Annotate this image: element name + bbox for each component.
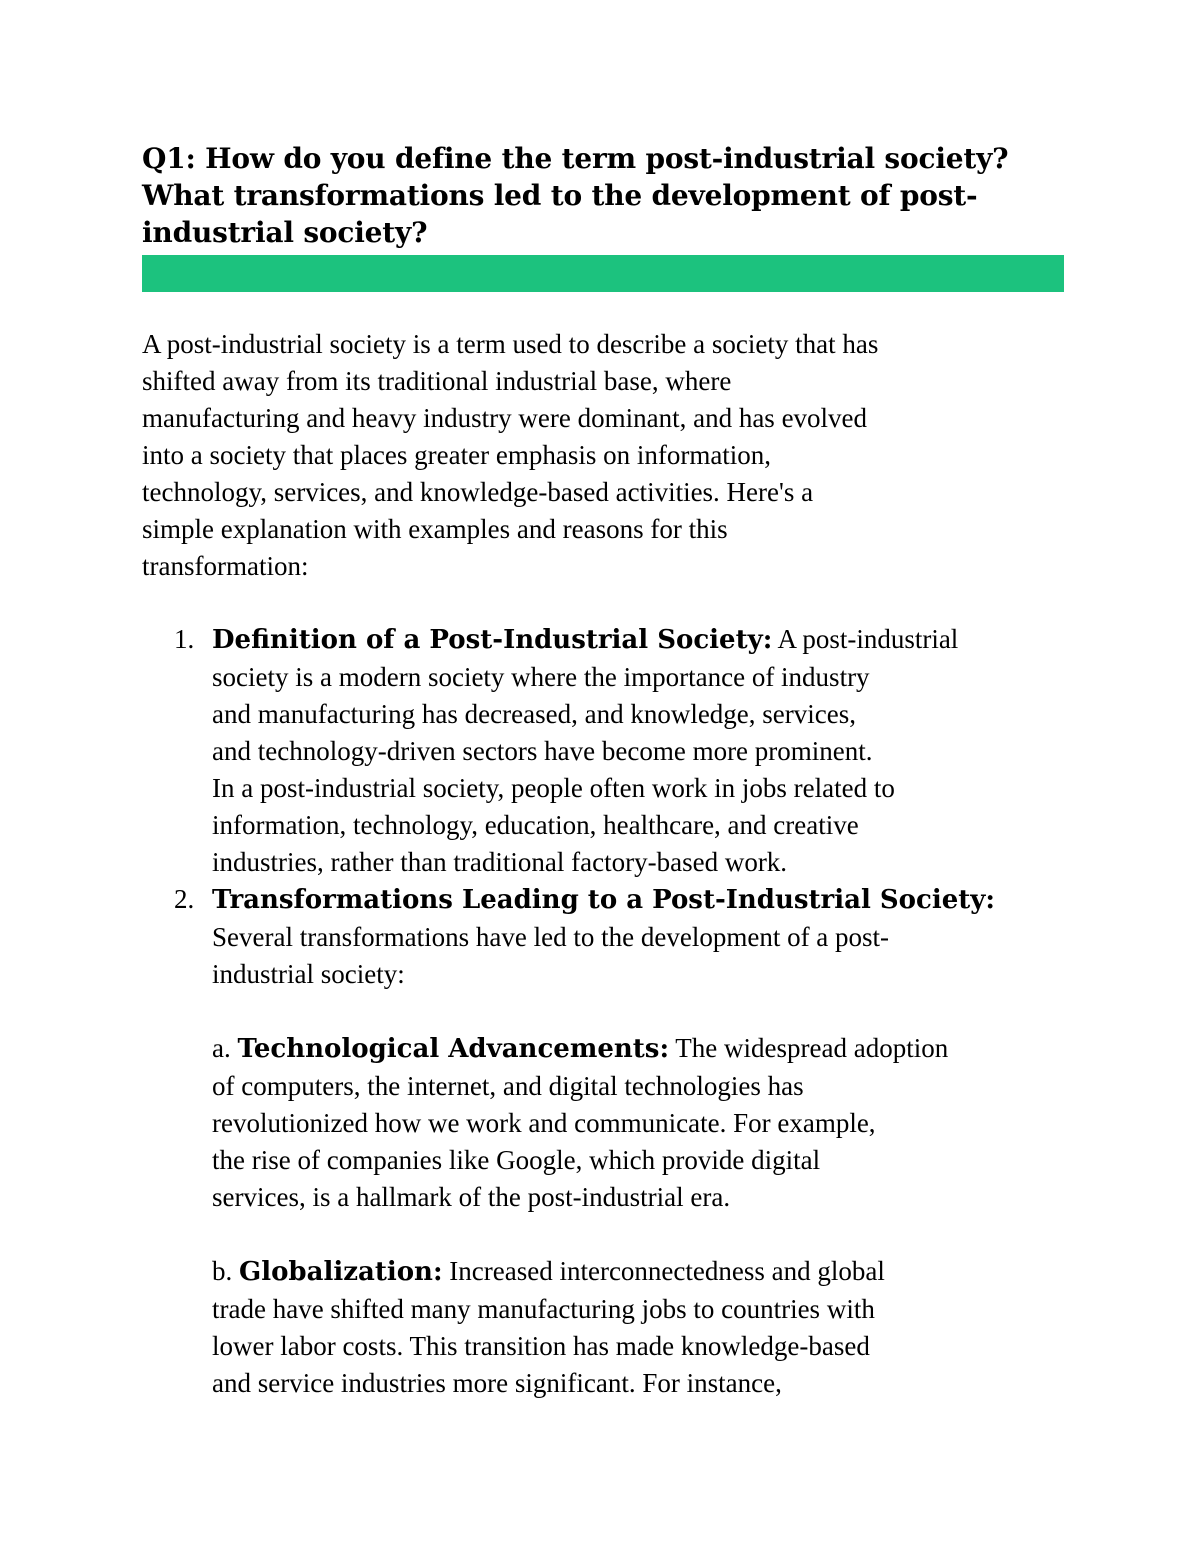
item-line: and technology-driven sectors have become more prominent. <box>212 736 873 766</box>
sub-line: lower labor costs. This transition has made knowledge-based <box>212 1331 870 1361</box>
sub-prefix: a. <box>212 1033 238 1063</box>
item-line: industries, rather than traditional factory-based work. <box>212 847 788 877</box>
sub-item-technology <box>212 1030 1064 1216</box>
sub-first-line <box>212 1253 1064 1291</box>
list-item-transformations <box>142 881 1064 1402</box>
item-line: In a post-industrial society, people often work in jobs related to <box>212 773 895 803</box>
sub-line: trade have shifted many manufacturing jobs to countries with <box>212 1294 875 1324</box>
sub-item-globalization <box>212 1253 1064 1402</box>
sub-line: services, is a hallmark of the post-industrial era. <box>212 1182 731 1212</box>
intro-line: A post-industrial society is a term used to describe a society that has <box>142 329 879 359</box>
heading-line-2: What transformations led to the development of post- <box>142 179 978 212</box>
sub-first-line <box>212 1030 1064 1068</box>
heading-line-3: industrial society? <box>142 216 428 249</box>
numbered-list <box>142 621 1064 1402</box>
heading-line-1: Q1: How do you define the term post-industrial society? <box>142 142 1009 175</box>
sub-text: Increased interconnectedness and global <box>442 1256 885 1286</box>
sub-label: Globalization: <box>239 1257 443 1287</box>
document-page <box>142 140 1064 1402</box>
sub-line: and service industries more significant. For instance, <box>212 1368 782 1398</box>
item-first-line <box>212 881 1064 919</box>
intro-line: technology, services, and knowledge-based activities. Here's a <box>142 477 814 507</box>
list-number: 1. <box>174 624 195 654</box>
item-line: and manufacturing has decreased, and knowledge, services, <box>212 699 856 729</box>
item-line: information, technology, education, healthcare, and creative <box>212 810 859 840</box>
item-label: Transformations Leading to a Post-Industrial Society: <box>212 885 995 915</box>
intro-line: manufacturing and heavy industry were dominant, and has evolved <box>142 403 868 433</box>
sub-line: the rise of companies like Google, which provide digital <box>212 1145 821 1175</box>
intro-line: shifted away from its traditional industrial base, where <box>142 366 732 396</box>
intro-line: simple explanation with examples and reasons for this <box>142 514 728 544</box>
item-text: A post-industrial <box>772 624 959 654</box>
sub-prefix: b. <box>212 1256 239 1286</box>
list-item-definition <box>142 621 1064 881</box>
item-line: Several transformations have led to the development of a post- <box>212 922 890 952</box>
item-line: society is a modern society where the importance of industry <box>212 662 870 692</box>
sub-line: of computers, the internet, and digital technologies has <box>212 1071 804 1101</box>
sub-label: Technological Advancements: <box>237 1034 670 1064</box>
intro-line: into a society that places greater emphasis on information, <box>142 440 772 470</box>
question-heading <box>142 140 1064 251</box>
list-number: 2. <box>174 884 195 914</box>
item-label: Definition of a Post-Industrial Society: <box>212 625 773 655</box>
sub-line: revolutionized how we work and communicate. For example, <box>212 1108 876 1138</box>
intro-paragraph <box>142 326 1064 585</box>
highlight-bar <box>142 255 1064 292</box>
sub-text: The widespread adoption <box>669 1033 949 1063</box>
item-line: industrial society: <box>212 959 405 989</box>
item-first-line <box>212 621 1064 659</box>
intro-line: transformation: <box>142 551 309 581</box>
